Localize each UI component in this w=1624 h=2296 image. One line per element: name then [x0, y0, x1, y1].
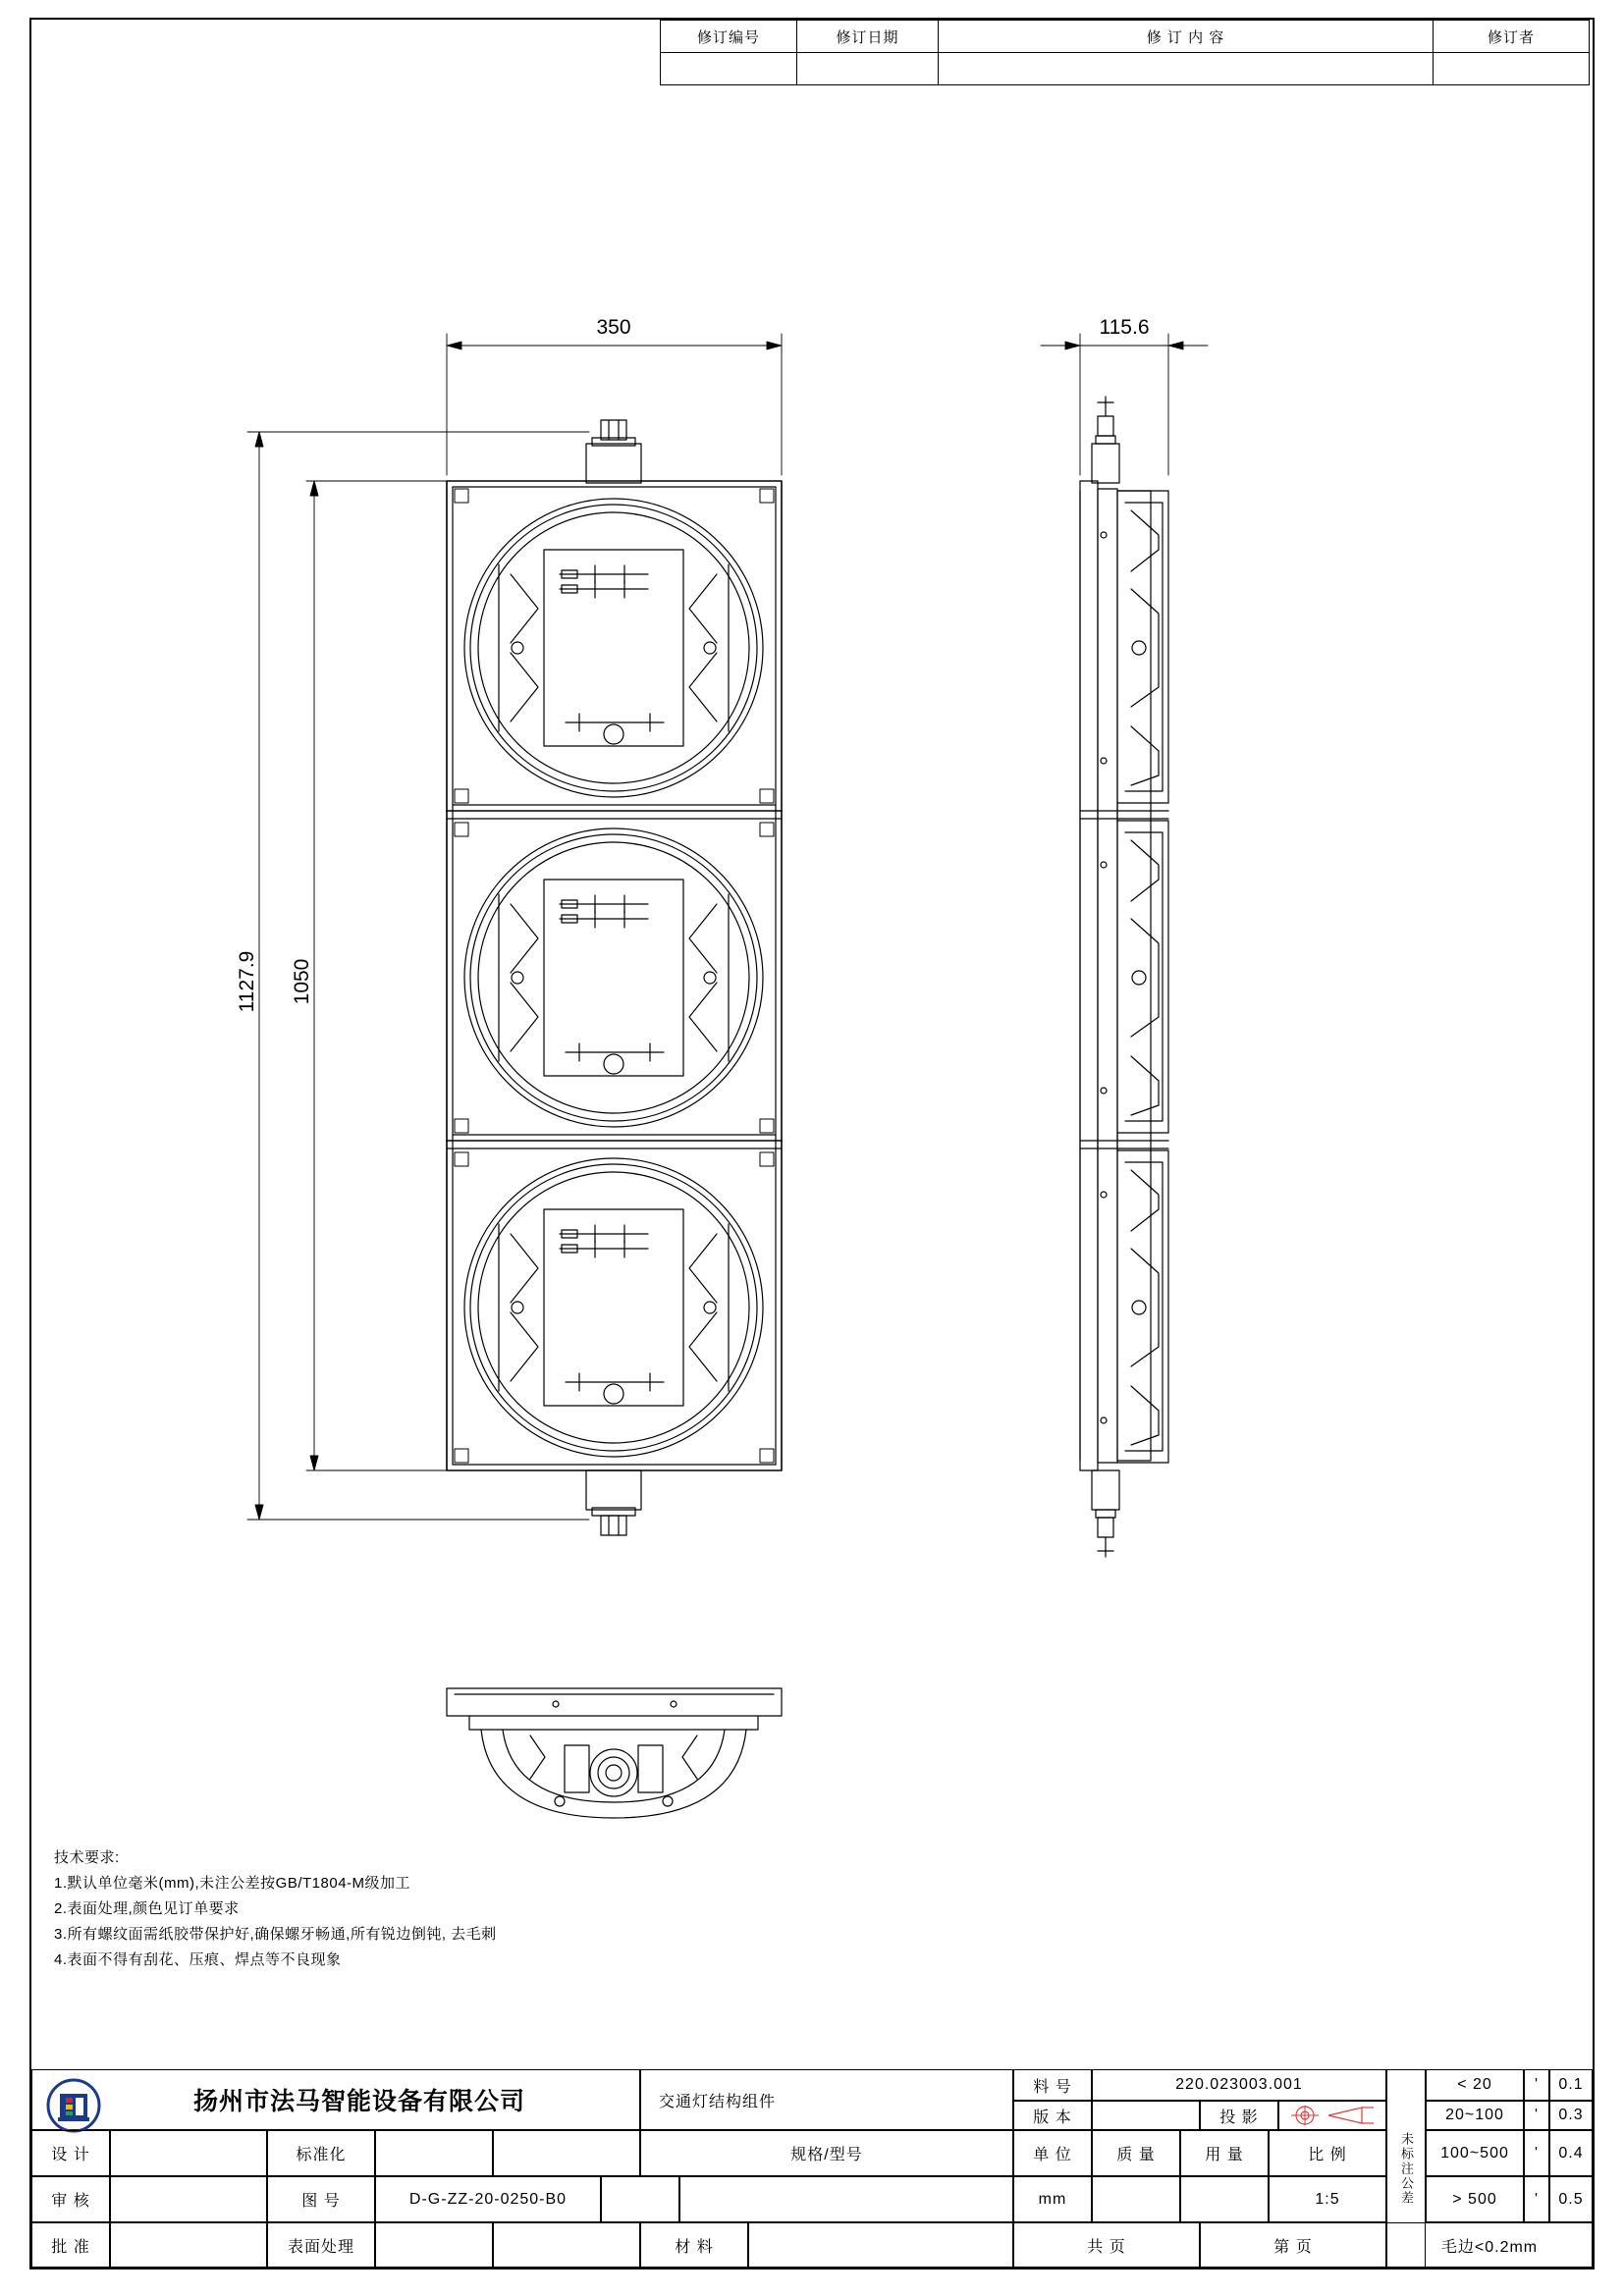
company-logo-icon [46, 2078, 101, 2133]
part-name: 交通灯结构组件 [640, 2069, 1013, 2130]
blank-cell-b [601, 2176, 679, 2222]
label-spec-model: 规格/型号 [640, 2130, 1013, 2176]
revision-header-row [661, 21, 1590, 53]
value-design [110, 2130, 267, 2176]
label-projection: 投 影 [1200, 2101, 1278, 2130]
tolerance-range-2: 20~100 [1426, 2101, 1524, 2130]
tolerance-value-3: 0.4 [1549, 2130, 1593, 2176]
label-page-no: 第 页 [1200, 2222, 1386, 2268]
label-unit: 单 位 [1013, 2130, 1092, 2176]
value-surface [375, 2222, 493, 2268]
value-unit: mm [1013, 2176, 1092, 2222]
value-standardize [375, 2130, 493, 2176]
tolerance-value-1: 0.1 [1549, 2069, 1593, 2101]
projection-symbol [1278, 2101, 1386, 2130]
revision-header-author: 修订者 [1434, 21, 1590, 53]
revision-cell-content [939, 53, 1434, 85]
label-review: 审 核 [31, 2176, 110, 2222]
tech-req-item-1: 1.默认单位毫米(mm),未注公差按GB/T1804-M级加工 [54, 1875, 411, 1892]
label-design: 设 计 [31, 2130, 110, 2176]
tolerance-sym-2: ' [1524, 2101, 1549, 2130]
tech-req-item-3: 3.所有螺纹面需纸胶带保护好,确保螺牙畅通,所有锐边倒钝, 去毛刺 [54, 1926, 497, 1943]
tolerance-value-2: 0.3 [1549, 2101, 1593, 2130]
label-material: 材 料 [640, 2222, 748, 2268]
value-mass [1092, 2176, 1180, 2222]
dimension-width-front: 350 [596, 316, 631, 339]
dimension-depth-side: 115.6 [1099, 316, 1150, 339]
revision-header-content: 修 订 内 容 [939, 21, 1434, 53]
value-scale: 1:5 [1269, 2176, 1386, 2222]
tolerance-sym-4: ' [1524, 2176, 1549, 2222]
revision-header-date: 修订日期 [797, 21, 939, 53]
tolerance-range-1: < 20 [1426, 2069, 1524, 2101]
tech-req-title: 技术要求: [54, 1849, 120, 1866]
tolerance-value-4: 0.5 [1549, 2176, 1593, 2222]
label-quantity: 用 量 [1180, 2130, 1269, 2176]
label-scale: 比 例 [1269, 2130, 1386, 2176]
technical-requirements [54, 1845, 497, 1973]
tolerance-sym-1: ' [1524, 2069, 1549, 2101]
label-version: 版 本 [1013, 2101, 1092, 2130]
value-approve [110, 2222, 267, 2268]
projection-symbol-icon [1285, 2105, 1380, 2126]
unmarked-tolerance-text: 未标注公差 [1399, 2131, 1414, 2206]
title-block [31, 2069, 1593, 2268]
label-drawing-no: 图 号 [267, 2176, 375, 2222]
company-name: 扬州市法马智能设备有限公司 [192, 2088, 525, 2115]
value-material-no: 220.023003.001 [1092, 2069, 1386, 2101]
value-spec-model [679, 2176, 1013, 2222]
label-approve: 批 准 [31, 2222, 110, 2268]
revision-cell-no [661, 53, 797, 85]
label-total-pages: 共 页 [1013, 2222, 1200, 2268]
dimension-height-overall: 1127.9 [236, 950, 258, 1013]
burr-note: 毛边<0.2mm [1386, 2222, 1593, 2268]
tolerance-sym-3: ' [1524, 2130, 1549, 2176]
company-block [31, 2069, 640, 2130]
tolerance-range-3: 100~500 [1426, 2130, 1524, 2176]
value-drawing-no: D-G-ZZ-20-0250-B0 [375, 2176, 601, 2222]
tolerance-range-4: > 500 [1426, 2176, 1524, 2222]
revision-header-no: 修订编号 [661, 21, 797, 53]
value-review [110, 2176, 267, 2222]
blank-cell-a [493, 2130, 640, 2176]
blank-cell-c [493, 2222, 640, 2268]
value-quantity [1180, 2176, 1269, 2222]
label-standardize: 标准化 [267, 2130, 375, 2176]
label-surface: 表面处理 [267, 2222, 375, 2268]
value-material [748, 2222, 1013, 2268]
value-version [1092, 2101, 1200, 2130]
label-mass: 质 量 [1092, 2130, 1180, 2176]
revision-table [660, 20, 1590, 85]
table-row [661, 53, 1590, 85]
dimension-height-body: 1050 [291, 958, 313, 1005]
revision-cell-date [797, 53, 939, 85]
label-material-no: 料 号 [1013, 2069, 1092, 2101]
revision-cell-author [1434, 53, 1590, 85]
tech-req-item-2: 2.表面处理,颜色见订单要求 [54, 1900, 240, 1917]
tech-req-item-4: 4.表面不得有刮花、压痕、焊点等不良现象 [54, 1951, 342, 1968]
